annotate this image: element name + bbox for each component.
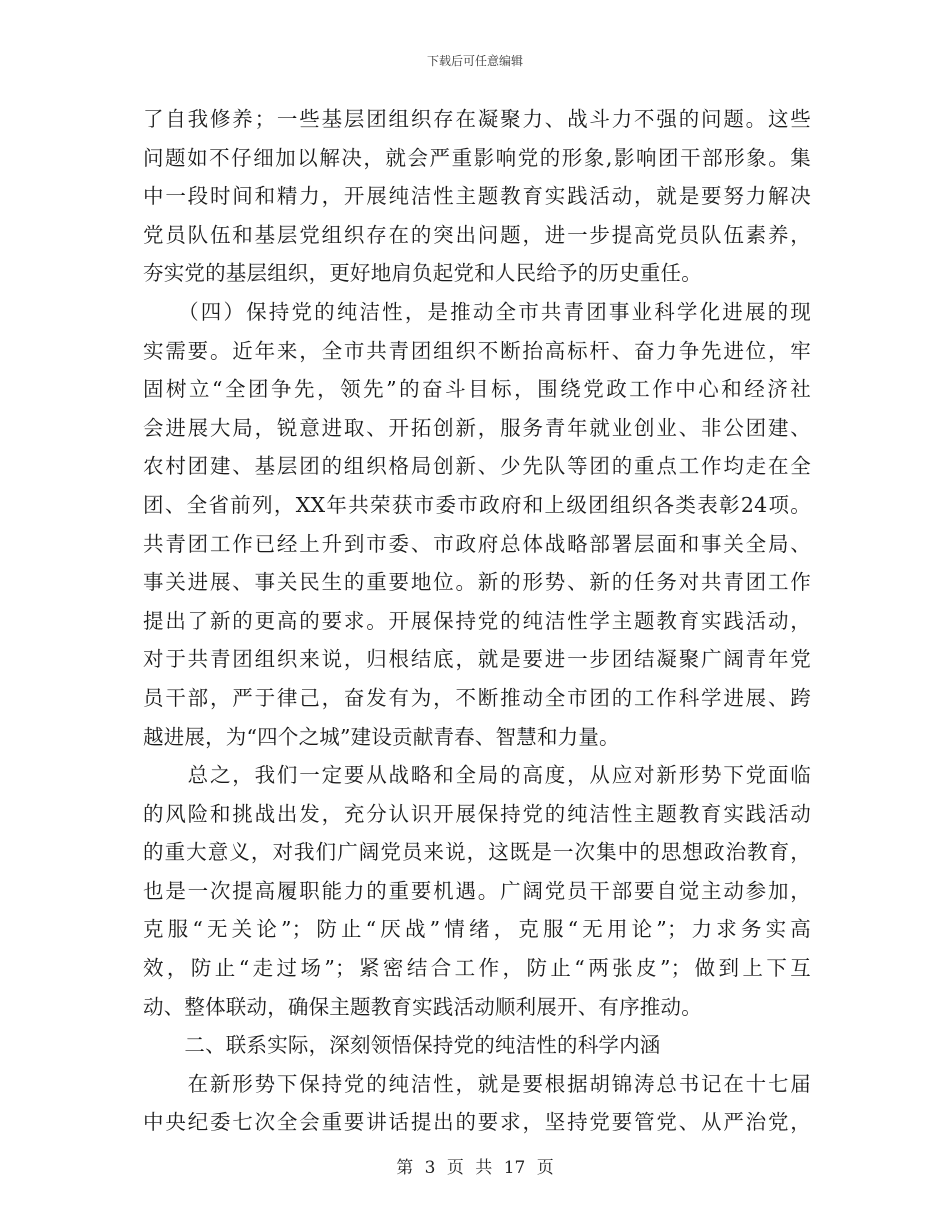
text-line: 效，防止“走过场”；紧密结合工作，防止“两张皮”；做到上下互 (143, 956, 811, 981)
text-line: 问题如不仔细加以解决，就会严重影响党的形象,影响团干部形象。集 (143, 145, 811, 170)
text-line: 也是一次提高履职能力的重要机遇。广阔党员干部要自觉主动参加， (143, 878, 811, 903)
text-line: 在新形势下保持党的纯洁性，就是要根据胡锦涛总书记在十七届 (143, 1071, 811, 1096)
text-line: 党员队伍和基层党组织存在的突出问题，进一步提高党员队伍素养， (143, 222, 811, 247)
text-line: 事关进展、事关民生的重要地位。新的形势、新的任务对共青团工作 (143, 570, 811, 595)
text-line: 克服“无关论”；防止“厌战”情绪，克服“无用论”；力求务实高 (143, 917, 811, 942)
text-line: 的重大意义，对我们广阔党员来说，这既是一次集中的思想政治教育， (143, 840, 811, 865)
section-heading: 二、联系实际，深刻领悟保持党的纯洁性的科学内涵 (143, 1033, 661, 1058)
text-line: 中一段时间和精力，开展纯洁性主题教育实践活动，就是要努力解决 (143, 184, 811, 209)
body-text (143, 100, 811, 1142)
text-line: 了自我修养；一些基层团组织存在凝聚力、战斗力不强的问题。这些 (143, 107, 811, 131)
page-header: 下载后可任意编辑 (426, 54, 523, 68)
text-line: 团、全省前列，XX年共荣获市委市政府和上级团组织各类表彰24项。 (143, 492, 811, 517)
text-line: 农村团建、基层团的组织格局创新、少先队等团的重点工作均走在全 (143, 454, 811, 479)
text-line: 总之，我们一定要从战略和全局的高度，从应对新形势下党面临 (143, 763, 811, 788)
text-line: 员干部，严于律己，奋发有为，不断推动全市团的工作科学进展、跨 (143, 685, 811, 710)
text-line: 的风险和挑战出发，充分认识开展保持党的纯洁性主题教育实践活动 (143, 801, 811, 826)
text-line: 实需要。近年来，全市共青团组织不断抬高标杆、奋力争先进位，牢 (143, 338, 811, 363)
text-line: 提出了新的更高的要求。开展保持党的纯洁性学主题教育实践活动， (143, 608, 811, 633)
text-line: 会进展大局，锐意进取、开拓创新，服务青年就业创业、非公团建、 (143, 415, 811, 440)
text-line: （四）保持党的纯洁性，是推动全市共青团事业科学化进展的现 (143, 299, 811, 324)
text-line: 越进展，为“四个之城”建设贡献青春、智慧和力量。 (143, 724, 620, 749)
text-line: 夯实党的基层组织，更好地肩负起党和人民给予的历史重任。 (143, 261, 702, 286)
text-line: 对于共青团组织来说，归根结底，就是要进一步团结凝聚广阔青年党 (143, 647, 811, 672)
text-line: 固树立“全团争先，领先”的奋斗目标，围绕党政工作中心和经济社 (143, 377, 811, 402)
text-line: 共青团工作已经上升到市委、市政府总体战略部署层面和事关全局、 (143, 531, 811, 556)
text-line: 动、整体联动，确保主题教育实践活动顺利展开、有序推动。 (143, 994, 702, 1019)
page-footer: 第 3 页 共 17 页 (396, 1158, 554, 1178)
text-line: 中央纪委七次全会重要讲话提出的要求，坚持党要管党、从严治党， (143, 1110, 811, 1135)
